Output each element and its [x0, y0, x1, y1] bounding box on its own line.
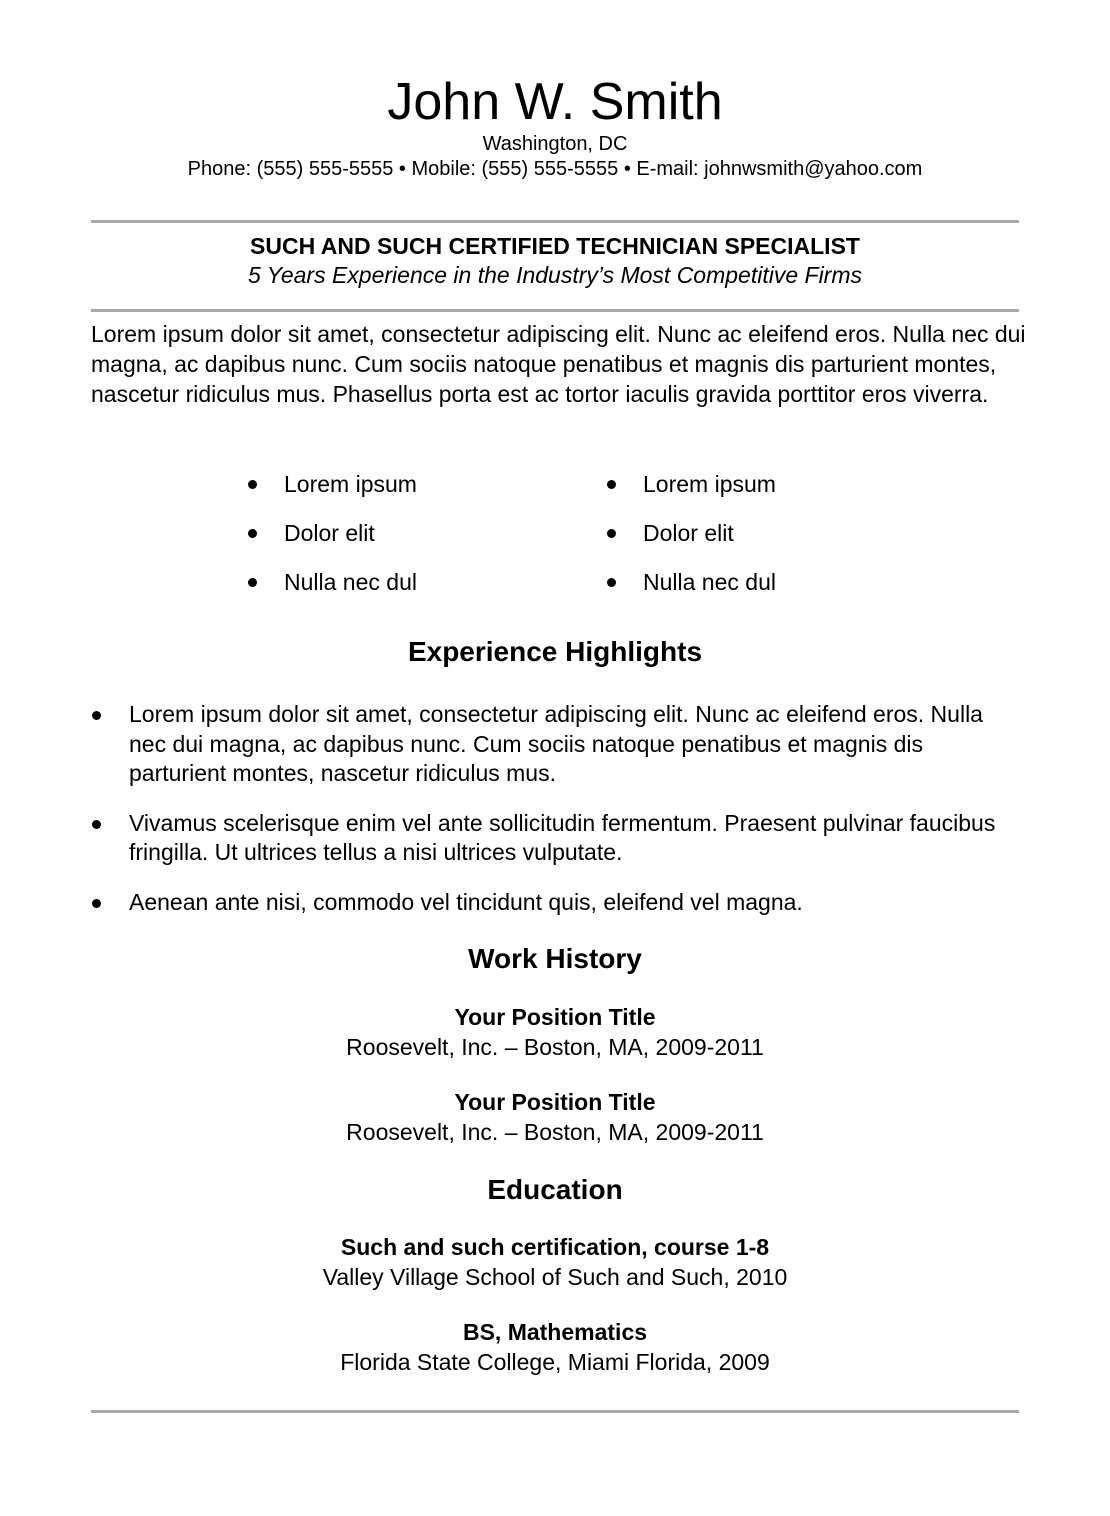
skill-label: Dolor elit	[643, 520, 734, 546]
job-detail: Roosevelt, Inc. – Boston, MA, 2009-2011	[346, 1119, 764, 1145]
section-title-work: Work History	[468, 943, 642, 974]
skill-item	[607, 517, 776, 566]
job-position: Your Position Title	[454, 1004, 656, 1030]
headline-subtitle: 5 Years Experience in the Industry’s Most Competitive Firms	[247, 262, 862, 288]
bullet-icon	[607, 529, 616, 538]
section-title-experience: Experience Highlights	[407, 636, 703, 667]
candidate-location: Washington, DC	[482, 133, 628, 155]
bullet-icon	[248, 529, 257, 538]
skills-list-right	[607, 468, 776, 615]
skill-label: Dolor elit	[284, 520, 375, 546]
divider-headline	[91, 309, 1019, 312]
education-degree: BS, Mathematics	[462, 1319, 648, 1345]
bullet-icon	[92, 899, 101, 908]
education-degree: Such and such certification, course 1-8	[340, 1234, 770, 1260]
skill-label: Lorem ipsum	[643, 471, 776, 497]
bullet-icon	[248, 480, 257, 489]
job-detail: Roosevelt, Inc. – Boston, MA, 2009-2011	[346, 1034, 764, 1060]
bullet-icon	[92, 820, 101, 829]
skill-item	[248, 468, 417, 517]
bullet-icon	[607, 480, 616, 489]
bullet-icon	[92, 711, 101, 720]
skill-label: Lorem ipsum	[284, 471, 417, 497]
contact-line: Phone: (555) 555-5555 • Mobile: (555) 555-5555 • E-mail: johnwsmith@yahoo.com	[187, 158, 923, 180]
experience-item	[91, 888, 1021, 918]
headline-title: SUCH AND SUCH CERTIFIED TECHNICIAN SPECIALIST	[250, 233, 860, 259]
education-detail: Valley Village School of Such and Such, 2010	[322, 1264, 788, 1290]
divider-bottom	[91, 1410, 1019, 1413]
skill-item	[607, 468, 776, 517]
candidate-name: John W. Smith	[387, 73, 723, 131]
skill-item	[248, 517, 417, 566]
experience-text: Aenean ante nisi, commodo vel tincidunt quis, eleifend vel magna.	[129, 888, 803, 915]
job-position: Your Position Title	[454, 1089, 656, 1115]
experience-item	[91, 809, 1021, 868]
divider-top	[91, 220, 1019, 223]
bullet-icon	[607, 578, 616, 587]
education-detail: Florida State College, Miami Florida, 2009	[340, 1349, 770, 1375]
bullet-icon	[248, 578, 257, 587]
skills-list-left	[248, 468, 417, 615]
skill-label: Nulla nec dul	[643, 569, 776, 595]
experience-item	[91, 700, 1021, 789]
experience-text: Vivamus scelerisque enim vel ante sollicitudin fermentum. Praesent pulvinar faucibus fringilla. Ut ultrices tellus a nisi ultrices vulputate.	[129, 809, 996, 865]
skill-item	[248, 566, 417, 615]
section-title-education: Education	[487, 1174, 623, 1205]
summary-paragraph: Lorem ipsum dolor sit amet, consectetur adipiscing elit. Nunc ac eleifend eros. Nulla nec dui magna, ac dapibus nunc. Cum sociis natoque penatibus et magnis dis parturient montes, nascetur ridiculus mus. Phasellus porta est ac tortor iaculis gravida porttitor eros viverra.	[91, 321, 1026, 407]
experience-list	[91, 700, 1021, 937]
skill-item	[607, 566, 776, 615]
experience-text: Lorem ipsum dolor sit amet, consectetur adipiscing elit. Nunc ac eleifend eros. Nulla nec dui magna, ac dapibus nunc. Cum sociis natoque penatibus et magnis dis parturient montes, nascetur ridiculus mus.	[129, 701, 983, 786]
skill-label: Nulla nec dul	[284, 569, 417, 595]
